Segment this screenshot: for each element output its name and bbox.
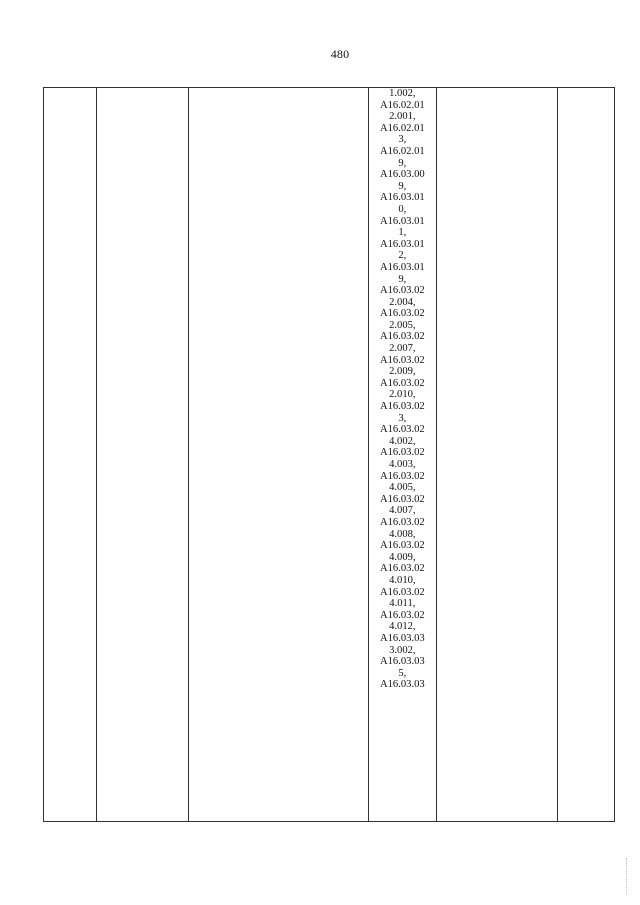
code-line: A16.03.03 bbox=[379, 679, 425, 691]
code-line: 4.005, bbox=[389, 482, 416, 494]
code-line: 5, bbox=[398, 667, 407, 679]
code-line: A16.03.01 bbox=[379, 192, 425, 204]
code-line: A16.03.02 bbox=[379, 447, 425, 459]
table-cell-codes bbox=[368, 88, 436, 822]
code-line: 2.001, bbox=[389, 111, 416, 123]
table-cell-col2 bbox=[97, 88, 188, 822]
code-line: 4.010, bbox=[389, 574, 416, 586]
code-line: 1.002, bbox=[389, 88, 416, 99]
table-cell-col3 bbox=[188, 88, 368, 822]
code-line: 4.011, bbox=[389, 598, 416, 610]
code-line: A16.03.02 bbox=[379, 308, 425, 320]
code-line: A16.02.01 bbox=[379, 99, 425, 111]
code-line: 2.010, bbox=[389, 389, 416, 401]
code-line: 4.003, bbox=[389, 459, 416, 470]
code-line: A16.03.02 bbox=[379, 401, 425, 413]
code-line: A16.03.02 bbox=[379, 331, 425, 343]
code-list bbox=[369, 88, 436, 691]
code-line: 4.012, bbox=[389, 621, 416, 633]
code-line: A16.03.02 bbox=[379, 424, 425, 436]
code-line: 3, bbox=[398, 134, 407, 146]
code-line: A16.03.01 bbox=[379, 261, 425, 273]
code-line: 1, bbox=[398, 227, 407, 239]
table-cell-col6 bbox=[557, 88, 614, 822]
code-line: A16.03.02 bbox=[379, 493, 425, 505]
code-line: A16.03.00 bbox=[379, 169, 425, 181]
code-line: A16.03.02 bbox=[379, 540, 425, 552]
scan-edge-marks bbox=[626, 858, 629, 894]
code-line: A16.03.02 bbox=[379, 586, 425, 598]
code-line: 4.009, bbox=[389, 551, 416, 563]
code-line: A16.03.02 bbox=[379, 516, 425, 528]
document-table bbox=[43, 87, 615, 822]
code-line: A16.03.01 bbox=[379, 238, 425, 250]
code-line: A16.03.03 bbox=[379, 632, 425, 644]
code-line: A16.03.02 bbox=[379, 563, 425, 575]
code-line: 2.004, bbox=[389, 296, 416, 308]
code-line: 0, bbox=[398, 203, 407, 215]
code-line: A16.03.02 bbox=[379, 377, 425, 389]
code-line: 9, bbox=[398, 157, 407, 169]
code-line: 4.008, bbox=[389, 528, 416, 540]
code-line: A16.03.02 bbox=[379, 354, 425, 366]
code-line: 2, bbox=[398, 250, 407, 262]
code-line: A16.03.03 bbox=[379, 656, 425, 668]
code-line: 2.007, bbox=[389, 343, 416, 355]
code-line: 2.005, bbox=[389, 319, 416, 331]
code-line: 9, bbox=[398, 180, 407, 192]
code-line: 4.007, bbox=[389, 505, 416, 517]
table-cell-col1 bbox=[44, 88, 97, 822]
code-line: 3, bbox=[398, 412, 407, 424]
code-line: A16.03.01 bbox=[379, 215, 425, 227]
code-line: 2.009, bbox=[389, 366, 416, 378]
code-line: A16.03.02 bbox=[379, 470, 425, 482]
table-row bbox=[44, 88, 615, 822]
code-line: A16.03.02 bbox=[379, 285, 425, 297]
code-line: A16.02.01 bbox=[379, 122, 425, 134]
code-line: 4.002, bbox=[389, 435, 416, 447]
code-line: A16.03.02 bbox=[379, 609, 425, 621]
table-cell-col5 bbox=[437, 88, 558, 822]
page-number: 480 bbox=[330, 47, 350, 61]
code-line: A16.02.01 bbox=[379, 145, 425, 157]
code-line: 9, bbox=[398, 273, 407, 285]
code-line: 3.002, bbox=[389, 644, 416, 656]
